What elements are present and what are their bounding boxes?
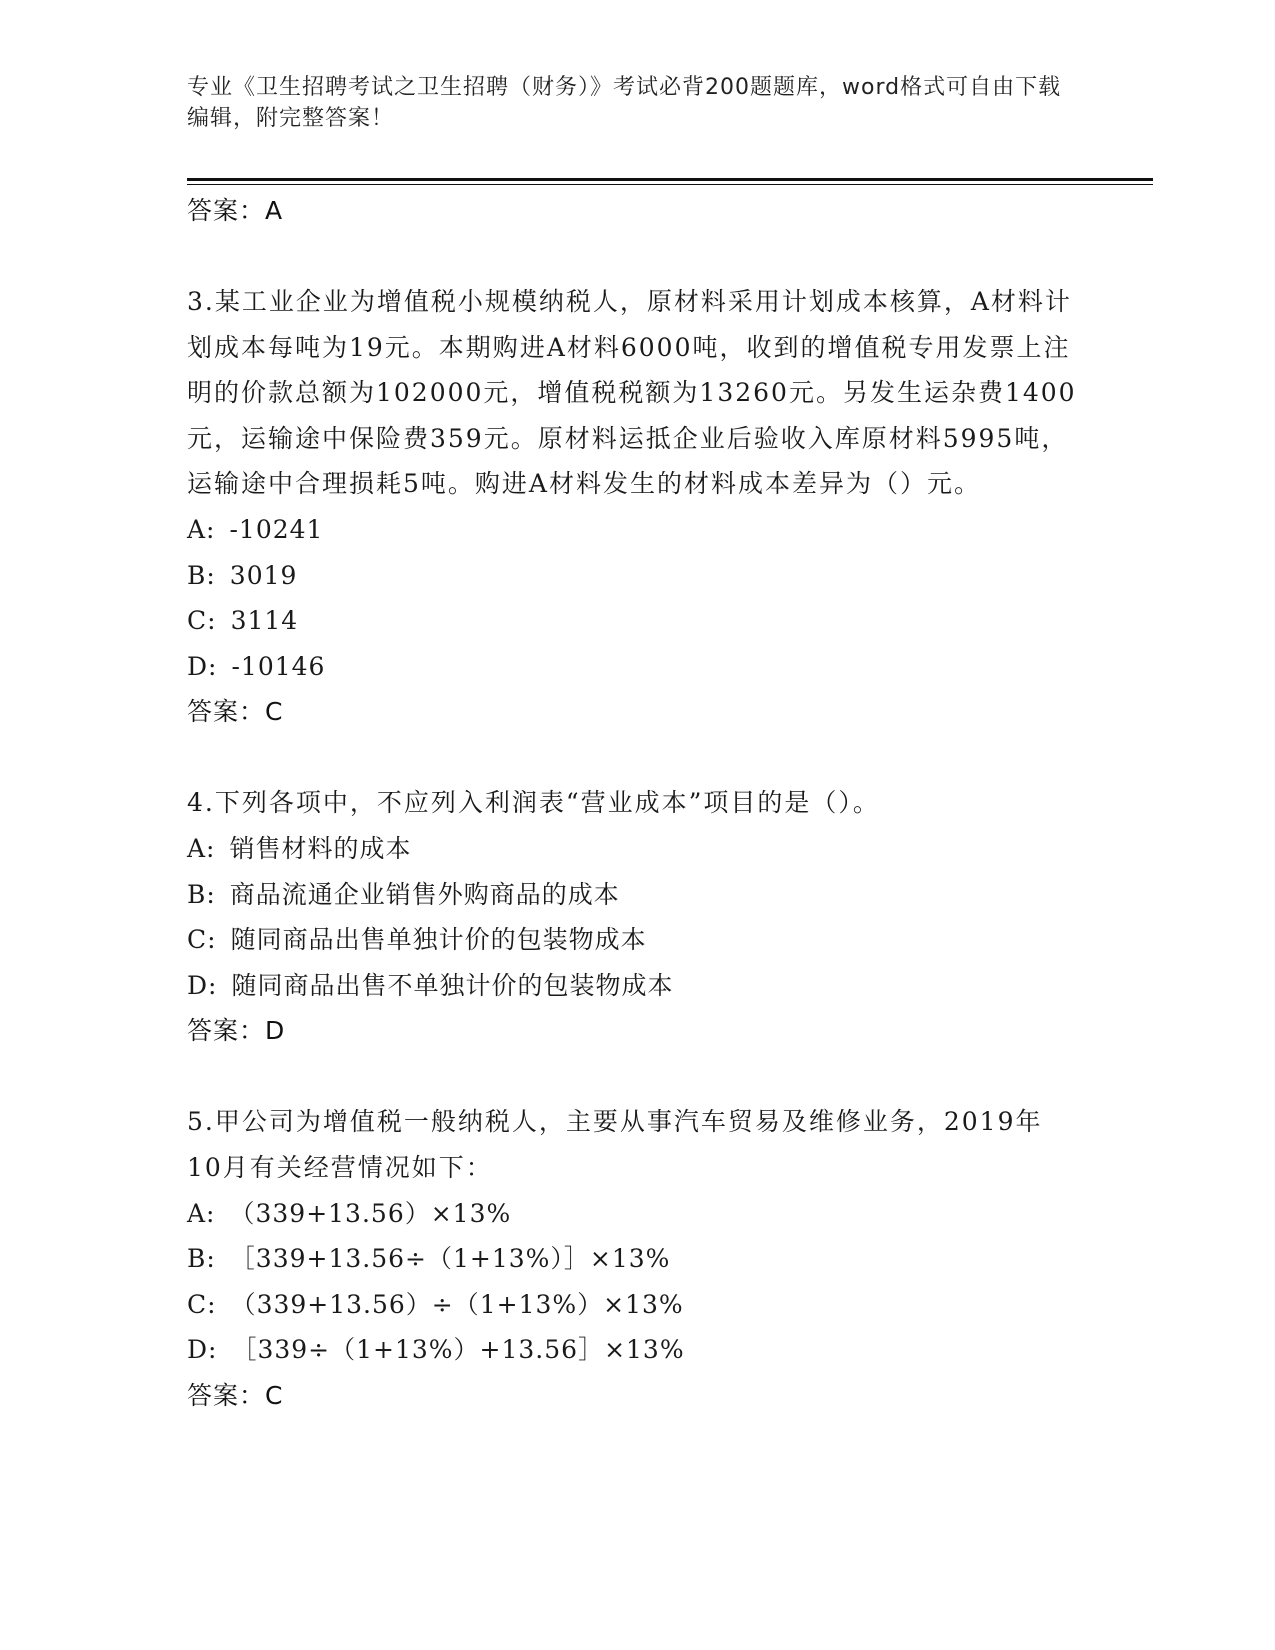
question-3 — [187, 279, 1077, 734]
option-text: （339+13.56）×13% — [229, 1198, 512, 1228]
option-text: 随同商品出售单独计价的包装物成本 — [230, 925, 647, 955]
question-stem: 3.某工业企业为增值税小规模纳税人，原材料采用计划成本核算，A材料计划成本每吨为19元。本期购进A材料6000吨，收到的增值税专用发票上注明的价款总额为102000元，增值税税额为13260元。另发生运杂费1400元，运输途中保险费359元。原材料运抵企业后验收入库原材料5995吨，运输途中合理损耗5吨。购进A材料发生的材料成本差异为（）元。 — [187, 287, 1077, 499]
option-text: 3019 — [229, 560, 298, 590]
option-label: D: — [187, 651, 218, 681]
option-label: A: — [187, 514, 216, 544]
question-stem: 4.下列各项中，不应列入利润表“营业成本”项目的是（）。 — [187, 788, 880, 818]
option-c — [187, 917, 1077, 963]
option-text: -10146 — [231, 651, 326, 681]
option-label: B: — [187, 560, 216, 590]
option-text: -10241 — [229, 514, 324, 544]
option-label: B: — [187, 1244, 216, 1274]
option-text: 商品流通企业销售外购商品的成本 — [229, 879, 620, 909]
option-text: （339+13.56）÷（1+13%）×13% — [230, 1289, 684, 1319]
question-5 — [187, 1099, 1077, 1418]
option-text: ［339÷（1+13%）+13.56］×13% — [231, 1335, 685, 1365]
option-d — [187, 1327, 1077, 1373]
option-b — [187, 872, 1077, 918]
option-text: 随同商品出售不单独计价的包装物成本 — [231, 970, 674, 1000]
option-text: ［339+13.56÷（1+13%）］×13% — [229, 1244, 671, 1274]
option-a — [187, 507, 1077, 553]
option-a — [187, 1191, 1077, 1237]
question-4 — [187, 780, 1077, 1053]
page-header: 专业《卫生招聘考试之卫生招聘（财务）》考试必背200题题库，word格式可自由下载编辑，附完整答案！ — [187, 75, 1062, 131]
option-label: B: — [187, 879, 216, 909]
option-b — [187, 1236, 1077, 1282]
question-stem: 5.甲公司为增值税一般纳税人，主要从事汽车贸易及维修业务，2019年10月有关经营情况如下： — [187, 1107, 1043, 1182]
option-c — [187, 598, 1077, 644]
option-text: 销售材料的成本 — [229, 833, 412, 863]
answer-line: 答案：C — [187, 697, 284, 727]
option-d — [187, 963, 1077, 1009]
option-b — [187, 553, 1077, 599]
option-label: C: — [187, 606, 217, 636]
answer-line: 答案：D — [187, 1016, 286, 1046]
option-text: 3114 — [230, 606, 299, 636]
option-label: D: — [187, 970, 218, 1000]
header-rule-thin — [187, 184, 1153, 185]
header-rule-thick — [187, 178, 1153, 181]
option-label: C: — [187, 1289, 217, 1319]
option-d — [187, 644, 1077, 690]
option-label: A: — [187, 1198, 216, 1228]
option-label: D: — [187, 1335, 218, 1365]
option-label: A: — [187, 833, 216, 863]
answer-line: 答案：A — [187, 196, 284, 225]
option-a — [187, 826, 1077, 872]
answer-line: 答案：C — [187, 1380, 284, 1410]
option-c — [187, 1282, 1077, 1328]
document-body — [187, 188, 1077, 1418]
option-label: C: — [187, 925, 217, 955]
